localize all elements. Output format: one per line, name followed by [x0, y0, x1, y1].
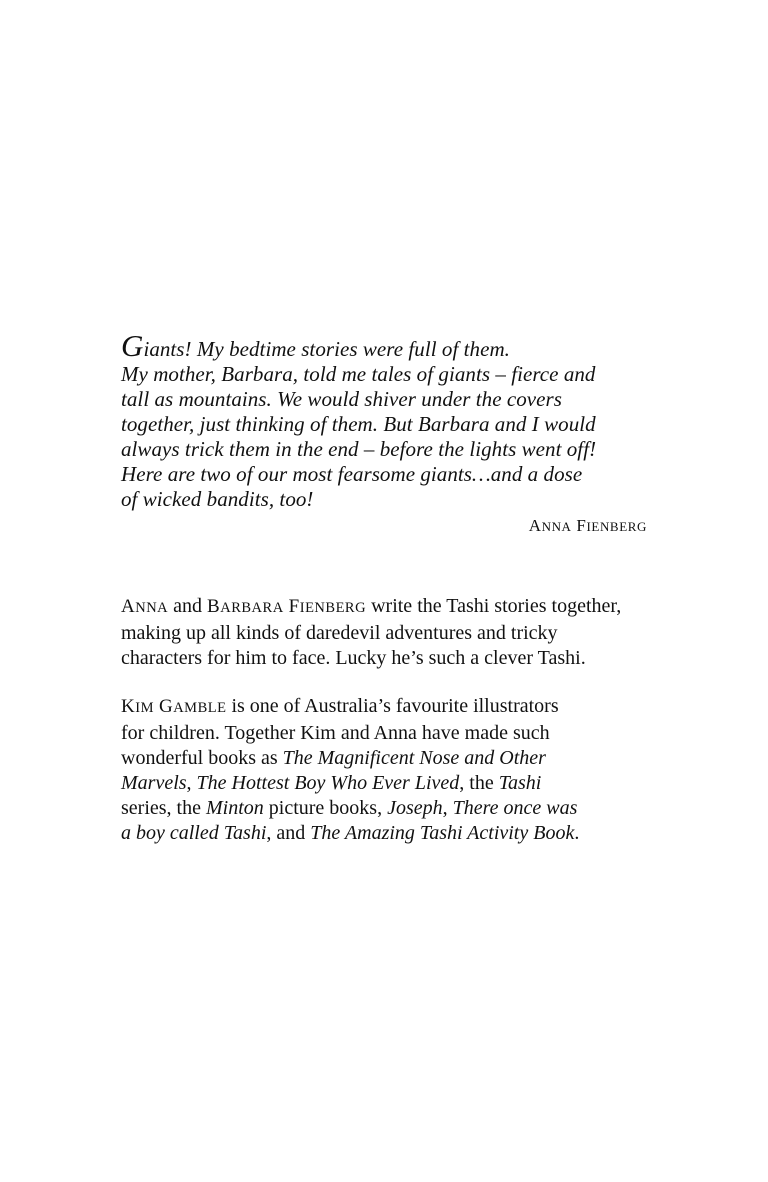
quote-signature: ANNA FIENBERG	[528, 516, 647, 535]
book-title: The Hottest Boy Who Ever Lived	[196, 772, 460, 794]
bio-line: series, the Minton picture books, Joseph, There once was	[121, 797, 578, 819]
book-title: Tashi	[498, 772, 542, 794]
quote-line: My mother, Barbara, told me tales of giants – fierce and	[121, 362, 596, 386]
quote-line: Here are two of our most fearsome giants…and a dose	[121, 462, 583, 486]
bio-line: making up all kinds of daredevil adventures and tricky	[121, 622, 558, 644]
bio-line: for children. Together Kim and Anna have made such	[121, 722, 550, 744]
author-note-quote	[121, 328, 661, 512]
bio-line: wonderful books as The Magnificent Nose and Other	[121, 747, 546, 769]
book-title: There once was	[452, 797, 578, 819]
quote-line: together, just thinking of them. But Barbara and I would	[121, 412, 596, 436]
book-title: Joseph	[387, 797, 443, 819]
bio-line: KIM GAMBLE is one of Australia’s favourite illustrators	[121, 695, 559, 717]
quote-line: always trick them in the end – before the lights went off!	[121, 437, 597, 461]
book-title: The Amazing Tashi Activity Book	[310, 822, 575, 844]
authors-bio	[121, 594, 661, 671]
quote-line: tall as mountains. We would shiver under the covers	[121, 387, 562, 411]
bio-line: characters for him to face. Lucky he’s such a clever Tashi.	[121, 647, 586, 669]
drop-cap: G	[121, 328, 144, 363]
book-title: The Magnificent Nose and Other	[282, 747, 546, 769]
book-title: Minton	[205, 797, 264, 819]
bio-line: a boy called Tashi, and The Amazing Tashi Activity Book.	[121, 822, 580, 844]
bio-line: ANNA and BARBARA FIENBERG write the Tashi stories together,	[121, 595, 622, 617]
book-title: a boy called Tashi	[121, 822, 267, 844]
quote-line: Giants! My bedtime stories were full of them.	[121, 328, 510, 363]
illustrator-bio	[121, 694, 661, 846]
quote-line: of wicked bandits, too!	[121, 487, 314, 511]
book-title: Marvels	[121, 772, 187, 794]
page-content	[121, 328, 661, 846]
bio-line: Marvels, The Hottest Boy Who Ever Lived, the Tashi	[121, 772, 542, 794]
